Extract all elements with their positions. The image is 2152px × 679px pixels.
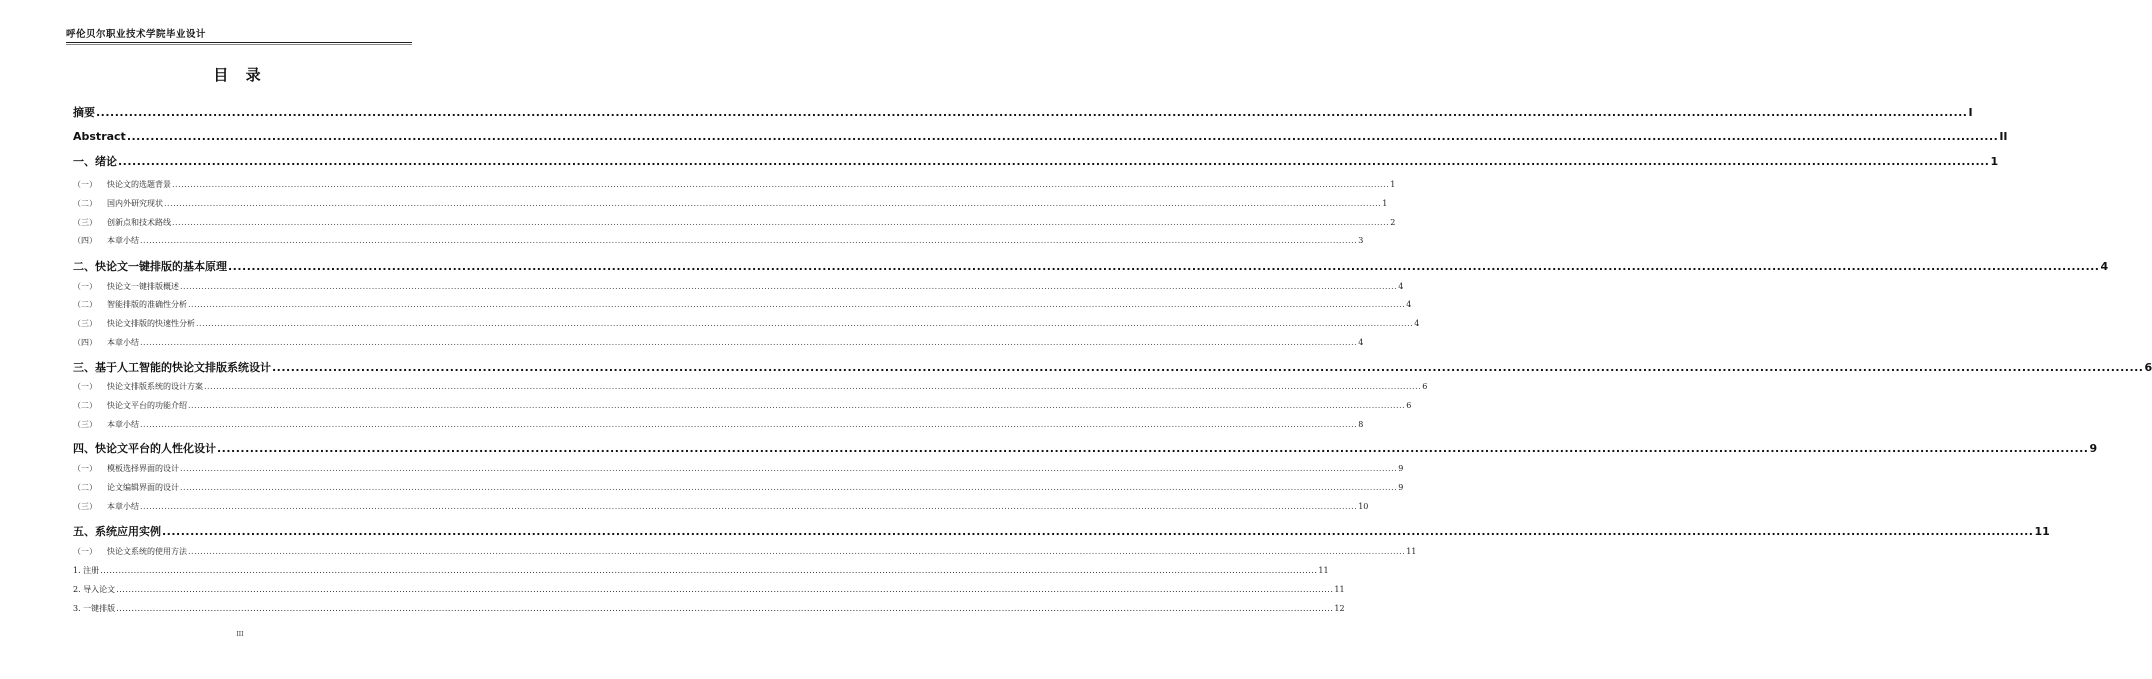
toc-entry-label — [73, 463, 179, 474]
toc-entry-number: （二） — [73, 483, 97, 492]
toc-entry-label — [73, 501, 139, 512]
toc-leader-dots: ................................................................................................................................................................................................................................................................................................................................................................................................................ — [140, 420, 1358, 429]
toc-leader-dots: ................................................................................................................................................................................................................................................................................................................................................................................................................ — [172, 180, 1390, 189]
toc-entry[interactable] — [73, 104, 1973, 120]
toc-entry-number: （二） — [73, 401, 97, 410]
toc-entry-page: 4 — [2100, 260, 2109, 273]
header-rule — [66, 42, 412, 43]
toc-entry-label — [73, 546, 187, 557]
toc-leader-dots: ................................................................................................................................................................................................................................................................................................................................................................................................................ — [116, 604, 1334, 613]
toc-leader-dots: ................................................................................................................................................................................................................................................................................................................................................................................................................ — [272, 361, 2144, 374]
toc-entry-number: （一） — [73, 382, 97, 391]
toc-leader-dots: ................................................................................................................................................................................................................................................................................................................................................................................................................ — [196, 319, 1414, 328]
toc-entry[interactable] — [73, 419, 1364, 430]
toc-entry-page: 12 — [1334, 604, 1345, 613]
toc-entry-text: 国内外研究现状 — [107, 199, 163, 208]
toc-entry-number: （三） — [73, 319, 97, 328]
toc-entry-number: （三） — [73, 218, 97, 227]
toc-entry[interactable] — [73, 603, 1345, 614]
toc-leader-dots: ................................................................................................................................................................................................................................................................................................................................................................................................................ — [188, 547, 1406, 556]
toc-entry-text: 模板选择界面的设计 — [107, 464, 179, 473]
toc-entry-number: （三） — [73, 502, 97, 511]
toc-entry-label — [73, 381, 203, 392]
toc-entry-page: II — [1999, 130, 2008, 143]
toc-entry-label: 3. 一键排版 — [73, 604, 116, 613]
toc-entry-label — [73, 299, 187, 310]
toc-entry-page: 6 — [1406, 401, 1412, 410]
toc-entry-text: 创新点和技术路线 — [107, 218, 171, 227]
toc-entry-page: 9 — [1398, 464, 1404, 473]
toc-entry-page: 4 — [1414, 319, 1420, 328]
toc-entry-label: 摘要 — [73, 106, 95, 119]
toc-entry-label: Abstract — [73, 130, 126, 143]
toc-entry[interactable] — [73, 299, 1412, 310]
toc-entry-text: 快论文平台的功能介绍 — [107, 401, 187, 410]
toc-entry-page: 9 — [1398, 483, 1404, 492]
toc-entry-number: （二） — [73, 199, 97, 208]
toc-entry-page: 8 — [1358, 420, 1364, 429]
toc-entry-label: 四、快论文平台的人性化设计 — [73, 442, 216, 455]
toc-leader-dots: ................................................................................................................................................................................................................................................................................................................................................................................................................ — [140, 502, 1358, 511]
toc-entry[interactable] — [73, 281, 1404, 292]
header-rule-thin — [66, 44, 412, 45]
toc-leader-dots: ................................................................................................................................................................................................................................................................................................................................................................................................................ — [180, 464, 1398, 473]
toc-entry[interactable] — [73, 235, 1364, 246]
toc-entry[interactable] — [73, 440, 2098, 456]
toc-entry-number: （三） — [73, 420, 97, 429]
toc-entry-label — [73, 337, 139, 348]
toc-entry-page: 3 — [1358, 236, 1364, 245]
toc-entry-page: I — [1968, 106, 1973, 119]
toc-entry-page: 9 — [2089, 442, 2098, 455]
toc-entry-page: 4 — [1358, 338, 1364, 347]
toc-entry-page: 4 — [1406, 300, 1412, 309]
toc-entry-text: 本章小结 — [107, 420, 139, 429]
toc-entry-page: 2 — [1390, 218, 1396, 227]
toc-entry[interactable] — [73, 130, 2008, 143]
toc-entry[interactable] — [73, 546, 1417, 557]
document-header-title: 呼伦贝尔职业技术学院毕业设计 — [66, 29, 207, 40]
toc-entry-text: 本章小结 — [107, 236, 139, 245]
toc-entry[interactable] — [73, 337, 1364, 348]
toc-leader-dots: ................................................................................................................................................................................................................................................................................................................................................................................................................ — [116, 585, 1334, 594]
toc-entry[interactable] — [73, 482, 1404, 493]
toc-entry-number: （一） — [73, 547, 97, 556]
toc-entry[interactable] — [73, 523, 2050, 539]
toc-entry-label — [73, 179, 171, 190]
toc-entry[interactable] — [73, 359, 2152, 375]
toc-entry[interactable] — [73, 463, 1404, 474]
toc-entry-label — [73, 318, 195, 329]
toc-entry-page: 6 — [1422, 382, 1428, 391]
toc-entry-label — [73, 400, 187, 411]
toc-title: 目 录 — [213, 66, 267, 84]
toc-entry-label: 一、绪论 — [73, 155, 117, 168]
toc-entry-number: （一） — [73, 282, 97, 291]
toc-leader-dots: ................................................................................................................................................................................................................................................................................................................................................................................................................ — [188, 401, 1406, 410]
toc-leader-dots: ................................................................................................................................................................................................................................................................................................................................................................................................................ — [172, 218, 1390, 227]
toc-leader-dots: ................................................................................................................................................................................................................................................................................................................................................................................................................ — [140, 236, 1358, 245]
toc-leader-dots: ................................................................................................................................................................................................................................................................................................................................................................................................................ — [180, 282, 1398, 291]
toc-entry-page: 11 — [1406, 547, 1417, 556]
toc-entry-number: （四） — [73, 338, 97, 347]
toc-entry-label: 五、系统应用实例 — [73, 525, 161, 538]
toc-leader-dots: ................................................................................................................................................................................................................................................................................................................................................................................................................ — [217, 442, 2089, 455]
toc-leader-dots: ................................................................................................................................................................................................................................................................................................................................................................................................................ — [164, 199, 1382, 208]
toc-leader-dots: ................................................................................................................................................................................................................................................................................................................................................................................................................ — [188, 300, 1406, 309]
toc-entry-label: 三、基于人工智能的快论文排版系统设计 — [73, 361, 271, 374]
toc-leader-dots: ................................................................................................................................................................................................................................................................................................................................................................................................................ — [126, 130, 1999, 143]
toc-leader-dots: ................................................................................................................................................................................................................................................................................................................................................................................................................ — [162, 525, 2034, 538]
toc-entry[interactable] — [73, 153, 1999, 169]
toc-entry-label: 2. 导入论文 — [73, 585, 116, 594]
toc-leader-dots: ................................................................................................................................................................................................................................................................................................................................................................................................................ — [228, 260, 2100, 273]
toc-entry-label — [73, 217, 171, 228]
toc-entry-page: 1 — [1990, 155, 1999, 168]
toc-entry[interactable] — [73, 400, 1412, 411]
toc-entry-number: （四） — [73, 236, 97, 245]
page-number: III — [236, 631, 244, 638]
toc-entry-text: 快论文的选题背景 — [107, 180, 171, 189]
toc-entry-text: 智能排版的准确性分析 — [107, 300, 187, 309]
toc-leader-dots: ................................................................................................................................................................................................................................................................................................................................................................................................................ — [100, 566, 1318, 575]
toc-entry[interactable] — [73, 198, 1388, 209]
toc-entry-label — [73, 235, 139, 246]
toc-entry-label — [73, 419, 139, 430]
toc-entry-label — [73, 198, 163, 209]
toc-entry-page: 1 — [1390, 180, 1396, 189]
toc-entry[interactable] — [73, 318, 1420, 329]
toc-entry[interactable] — [73, 217, 1396, 228]
toc-entry-page: 11 — [2034, 525, 2050, 538]
toc-entry[interactable] — [73, 381, 1428, 392]
toc-entry-number: （一） — [73, 180, 97, 189]
toc-entry-page: 6 — [2144, 361, 2152, 374]
toc-entry-text: 本章小结 — [107, 338, 139, 347]
toc-entry-text: 快论文系统的使用方法 — [107, 547, 187, 556]
toc-entry-text: 快论文排版的快速性分析 — [107, 319, 195, 328]
toc-entry[interactable] — [73, 501, 1369, 512]
toc-leader-dots: ................................................................................................................................................................................................................................................................................................................................................................................................................ — [140, 338, 1358, 347]
toc-entry[interactable] — [73, 258, 2109, 274]
toc-leader-dots: ................................................................................................................................................................................................................................................................................................................................................................................................................ — [180, 483, 1398, 492]
toc-entry-page: 11 — [1334, 585, 1345, 594]
toc-entry-page: 4 — [1398, 282, 1404, 291]
toc-leader-dots: ................................................................................................................................................................................................................................................................................................................................................................................................................ — [118, 155, 1990, 168]
toc-entry-label: 二、快论文一键排版的基本原理 — [73, 260, 227, 273]
toc-entry-page: 1 — [1382, 199, 1388, 208]
toc-entry-text: 快论文排版系统的设计方案 — [107, 382, 203, 391]
toc-entry-text: 本章小结 — [107, 502, 139, 511]
toc-entry-number: （二） — [73, 300, 97, 309]
toc-entry-number: （一） — [73, 464, 97, 473]
toc-entry[interactable] — [73, 179, 1396, 190]
toc-entry-page: 11 — [1318, 566, 1329, 575]
toc-entry-label: 1. 注册 — [73, 566, 100, 575]
toc-entry-text: 论文编辑界面的设计 — [107, 483, 179, 492]
toc-leader-dots: ................................................................................................................................................................................................................................................................................................................................................................................................................ — [204, 382, 1422, 391]
toc-entry-page: 10 — [1358, 502, 1369, 511]
toc-entry-label — [73, 482, 179, 493]
toc-entry-label — [73, 281, 179, 292]
toc-entry-text: 快论文一键排版概述 — [107, 282, 179, 291]
toc-entry[interactable] — [73, 584, 1345, 595]
toc-leader-dots: ................................................................................................................................................................................................................................................................................................................................................................................................................ — [96, 106, 1968, 119]
toc-entry[interactable] — [73, 565, 1329, 576]
